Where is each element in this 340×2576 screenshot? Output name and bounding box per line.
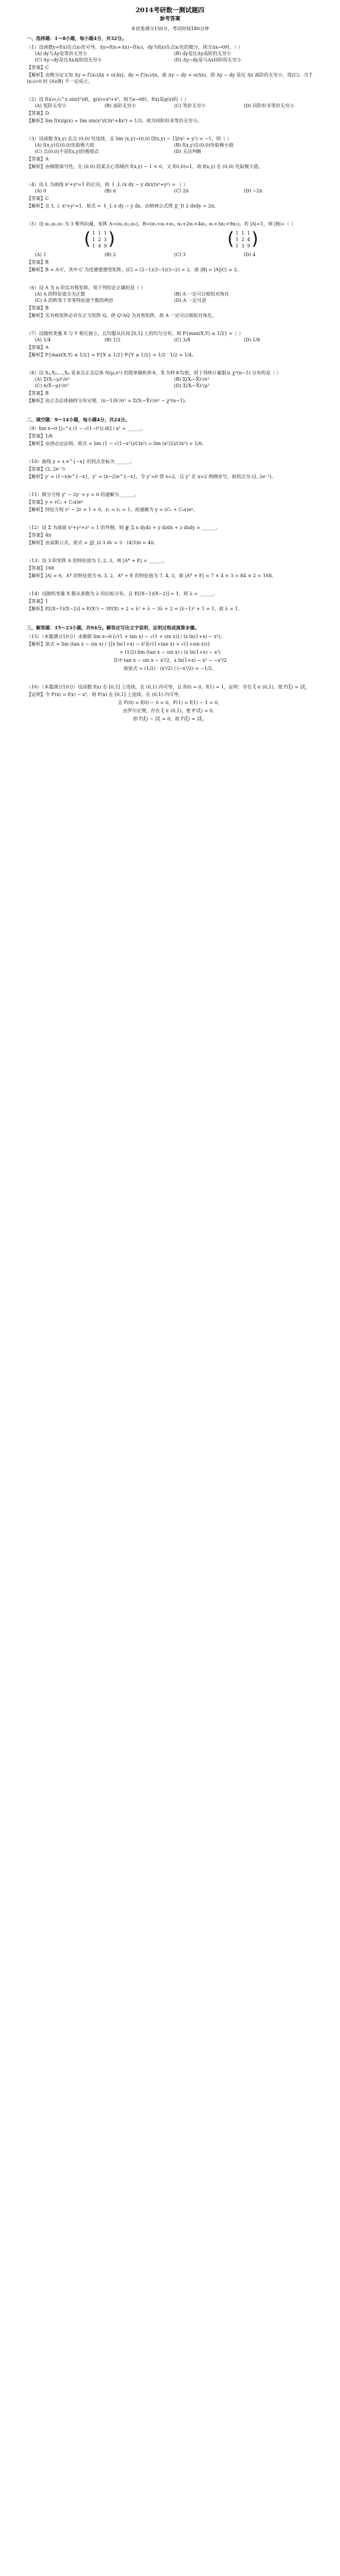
matrix-cell: 2 xyxy=(241,236,245,242)
option-b: (B) dy是比Δy高阶的无穷小 xyxy=(174,51,232,56)
question-6-options xyxy=(27,291,313,304)
question-8-options xyxy=(27,376,313,389)
question-8-answer: 【答案】B xyxy=(27,391,49,396)
question-3-answer: 【答案】A xyxy=(27,156,49,162)
section-choice-title: 一、选择题：1～8小题，每小题4分，共32分。 xyxy=(27,35,126,41)
question-14-answer: 【答案】1 xyxy=(27,599,49,604)
question-7-analysis: 【解析】P{max(X,Y) ≤ 1/2} = P{X ≤ 1/2}·P{Y ≤ 1/2} = 1/2 · 1/2 = 1/4。 xyxy=(27,352,197,358)
question-7-answer: 【答案】A xyxy=(27,345,49,350)
matrix-cell: 3 xyxy=(103,236,107,242)
question-9-answer: 【答案】1/6 xyxy=(27,433,53,439)
matrix-b xyxy=(225,229,258,249)
question-11 xyxy=(27,491,313,513)
question-13-analysis: 【解析】|A| = 6，A* 的特征值为 6, 3, 2，A* + E 的特征值为 7, 4, 3，故 |A* + E| = 7 × 4 × 3 = 84 × 2 = 168。 xyxy=(27,573,277,578)
matrix-b-cells xyxy=(234,230,252,249)
question-16-step: 且 F(0) = f(0) − 0 = 0，F(1) = f(1) − 1 = 0， xyxy=(118,700,222,705)
option-d: (D) A 一定可逆 xyxy=(174,298,207,303)
question-5 xyxy=(27,221,313,273)
question-3-options xyxy=(27,142,313,155)
matrix-cell: 1 xyxy=(103,230,107,236)
matrix-cell: 2 xyxy=(97,236,102,242)
question-16-step: 由罗尔定理，存在 ξ ∈ (0,1)，使 F′(ξ) = 0， xyxy=(122,708,218,713)
option-b: (B) f(x,y)在(0,0)处取极小值 xyxy=(174,143,234,148)
option-d: (D) 同阶但非等价无穷小 xyxy=(244,103,295,108)
question-12-stem: （12）设 Σ 为球面 x²+y²+z² = 1 的外侧，则 ∯_Σ x dydz + y dzdx + z dxdy = ______。 xyxy=(27,525,220,530)
question-1-options xyxy=(27,50,313,63)
matrix-cell: 4 xyxy=(247,236,251,242)
option-d: (D) 无法判断 xyxy=(174,149,202,154)
option-c: (C) 3 xyxy=(174,252,186,257)
option-b: (B) π xyxy=(104,188,116,194)
option-d: (D) Δy−dy是与Δx同阶的无穷小 xyxy=(174,57,242,63)
question-11-analysis: 【解析】特征方程 r² − 2r + 1 = 0，r₁ = r₂ = 1，故通解为 y = (C₁ + C₂x)eˣ。 xyxy=(27,507,198,512)
question-4-options xyxy=(27,188,313,194)
section-fill-title: 二、填空题：9～14小题，每小题4分，共24分。 xyxy=(27,417,130,422)
question-12-analysis: 【解析】由高斯公式，原式 = ∭_Ω 3 dv = 3 · (4/3)π = 4π。 xyxy=(27,540,158,545)
matrix-cell: 1 xyxy=(235,230,239,236)
option-a: (A) 1 xyxy=(35,252,46,257)
question-15-step: 故原式 = (1/2) · (x³/2) / (−x³/2) = −1/2。 xyxy=(124,666,216,671)
question-2-stem: （2）设 f(x)=∫₀^x sin(t²)dt，g(x)=x³+x⁴，则当x→0时，f(x)是g(x)的（ ） xyxy=(27,97,189,102)
question-5-options xyxy=(27,252,313,258)
question-10 xyxy=(27,458,313,480)
question-8 xyxy=(27,370,313,404)
question-14-stem: （14）设随机变量 X 服从参数为 λ 的泊松分布，且 E[(X−1)(X−2)] = 1，则 λ = ______。 xyxy=(27,591,218,596)
question-9 xyxy=(27,425,313,447)
question-9-analysis: 【解析】由洛必达法则，原式 = lim (1 − √(1−x²))/(3x²) = lim (x²/2)/(3x²) = 1/6。 xyxy=(27,441,207,446)
question-9-stem: （9）lim x→0 [∫₀^x (1 − √(1−t²)) dt] / x³ = ______。 xyxy=(27,426,146,431)
question-12 xyxy=(27,524,313,546)
question-10-analysis: 【解析】y′ = (1−x)e^{−x}，y″ = (x−2)e^{−x}，令 y″=0 得 x=2，且 y″ 在 x=2 两侧异号，故拐点为 (2, 2e⁻²)。 xyxy=(27,474,276,479)
matrix-cell: 1 xyxy=(92,236,96,242)
question-5-analysis: 【解析】B = A·C，其中 C 为范德蒙德型矩阵，|C| = (2−1)(3−1)(3−2) = 2，故 |B| = |A||C| = 2。 xyxy=(27,267,242,272)
option-c: (C) 2π xyxy=(174,188,189,194)
option-d: (D) −2π xyxy=(244,188,263,194)
question-7-options xyxy=(27,337,313,343)
left-bracket: ( xyxy=(227,229,234,249)
matrix-cell: 3 xyxy=(241,243,245,249)
question-3 xyxy=(27,136,313,170)
question-7 xyxy=(27,330,313,358)
matrix-cell: 9 xyxy=(247,243,251,249)
question-2-analysis: 【解析】lim f(x)/g(x) = lim sin(x²)/(3x²+4x³) = 1/3，故为同阶但非等价无穷小。 xyxy=(27,118,202,123)
option-b: (B) A 一定可以相似对角化 xyxy=(174,292,229,297)
option-b: (B) 2 xyxy=(104,252,116,257)
question-6 xyxy=(27,285,313,319)
question-2 xyxy=(27,96,313,124)
question-4 xyxy=(27,181,313,209)
option-c: (C) 3/4 xyxy=(174,337,190,343)
matrix-a xyxy=(82,229,115,249)
question-16-analysis: 【证明】令 F(x) = f(x) − x²，则 F(x) 在 [0,1] 上连续，在 (0,1) 内可导， xyxy=(27,692,183,697)
question-14 xyxy=(27,591,313,612)
question-8-stem: （8）设 X₁,X₂,…,Xₙ 是来自正态总体 N(μ,σ²) 的简单随机样本，X̄ 为样本均值，则下列统计量服从 χ²(n−1) 分布的是（ ） xyxy=(27,370,281,376)
matrix-cell: 4 xyxy=(97,243,102,249)
option-c: (C) n(X̄−μ)²/σ² xyxy=(35,383,69,388)
matrix-cell: 1 xyxy=(235,236,239,242)
option-a: (A) f(x,y)在(0,0)处取极大值 xyxy=(35,143,95,148)
option-d: (D) Σ(Xᵢ−X̄)²/μ² xyxy=(174,383,210,388)
question-11-stem: （11）微分方程 y″ − 2y′ + y = 0 的通解为 ______。 xyxy=(27,492,139,497)
question-5-answer: 【答案】B xyxy=(27,260,49,265)
option-a: (A) 0 xyxy=(35,188,46,194)
question-13 xyxy=(27,558,313,579)
question-13-stem: （13）设 3 阶矩阵 A 的特征值为 1, 2, 3，则 |A* + E| = ______。 xyxy=(27,558,168,563)
question-10-stem: （10）曲线 y = x e^{−x} 的拐点坐标为 ______。 xyxy=(27,459,135,464)
question-3-stem: （3）设函数 f(x,y) 在点 (0,0) 处连续，且 lim (x,y)→(0,0) [f(x,y) − 1]/(x² + y²) = −1，则（ ） xyxy=(27,136,232,141)
question-1-analysis: 【解析】由微分定义知 Δy = f′(x₀)Δx + o(Δx)，dy = f′(x₀)Δx，故 Δy − dy = o(Δx)，即 Δy − dy 是比 Δx 高阶的无穷小，选(C)。当 f′(x₀)=0 时 (A)(B) 不一定成立。 xyxy=(27,72,313,84)
document-subtitle: 参考答案 xyxy=(159,16,180,22)
option-c: (C) A 的秩等于非零特征值个数的两倍 xyxy=(35,298,114,303)
option-a: (A) 1/4 xyxy=(35,337,51,343)
option-c: (C) 点(0,0)不是f(x,y)的极值点 xyxy=(35,149,99,154)
question-15-step: 其中 tan x − sin x ~ x³/2，x ln(1+x) − x² ~ −x³/2 xyxy=(113,658,227,663)
matrix-cell: 1 xyxy=(92,243,96,249)
option-d: (D) 1/8 xyxy=(244,337,261,343)
question-15-stem: （15）（本题满分10分）求极限 lim x→0 [√(1 + tan x) − √(1 + sin x)] / (x ln(1+x) − x²)。 xyxy=(27,634,225,639)
option-d: (D) 4 xyxy=(244,252,256,257)
option-b: (B) 1/2 xyxy=(104,337,121,343)
option-a: (A) A 的特征值全为正数 xyxy=(35,292,85,297)
question-4-answer: 【答案】C xyxy=(27,196,49,201)
left-bracket: ( xyxy=(84,229,91,249)
document-title: 2014考研数一测试题四 xyxy=(135,6,205,14)
section-solve-title: 三、解答题：15～23小题，共94分。解答应写出文字说明、证明过程或演算步骤。 xyxy=(27,625,200,631)
question-13-answer: 【答案】168 xyxy=(27,566,55,571)
question-15-step: = (1/2) lim (tan x − sin x) / (x ln(1+x) − x²) xyxy=(119,650,221,655)
question-16-step: 即 f′(ξ) − 2ξ = 0，故 f′(ξ) = 2ξ。 xyxy=(133,716,207,722)
option-c: (C) 等价无穷小 xyxy=(174,103,206,108)
question-6-analysis: 【解析】实对称矩阵必存在正交矩阵 Q，使 QᵀAQ 为对角矩阵，故 A 一定可以相似对角化。 xyxy=(27,313,217,318)
right-bracket: ) xyxy=(108,229,115,249)
question-8-analysis: 【解析】由正态总体抽样分布定理，(n−1)S²/σ² = Σ(Xᵢ−X̄)²/σ² ~ χ²(n−1)。 xyxy=(27,398,190,403)
matrix-cell: 1 xyxy=(92,230,96,236)
question-6-stem: （6）设 A 为 n 阶实对称矩阵，则下列结论正确的是（ ） xyxy=(27,285,146,290)
question-2-options xyxy=(27,103,313,109)
question-10-answer: 【答案】(2, 2e⁻²) xyxy=(27,467,65,472)
matrix-cell: 1 xyxy=(97,230,102,236)
question-1-stem: （1）设函数y=f(x)在点x₀处可导，Δy=f(x₀+Δx)−f(x₀)，dy为f(x)在点x₀处的微分，则当Δx→0时，（ ） xyxy=(27,45,243,50)
question-1 xyxy=(27,44,313,85)
question-1-answer: 【答案】C xyxy=(27,65,49,70)
question-14-analysis: 【解析】E[(X−1)(X−2)] = E(X²) − 3E(X) + 2 = λ² + λ − 3λ + 2 = (λ−1)² + 1 = 1，故 λ = 1。 xyxy=(27,606,243,611)
matrix-cell: 1 xyxy=(235,243,239,249)
question-16-stem: （16）（本题满分10分）设函数 f(x) 在 [0,1] 上连续，在 (0,1) 内可导，且 f(0) = 0，f(1) = 1，证明：存在 ξ ∈ (0,1)，使 f′(ξ) = 2ξ。 xyxy=(27,684,310,690)
option-a: (A) 低阶无穷小 xyxy=(35,103,67,108)
matrix-cell: 9 xyxy=(103,243,107,249)
question-12-answer: 【答案】4π xyxy=(27,533,52,538)
question-15-analysis: 【解析】原式 = lim (tan x − sin x) / {[x ln(1+x) − x²](√(1+tan x) + √(1+sin x))} xyxy=(27,642,211,647)
question-4-analysis: 【解析】在 L 上 x²+y²=1，原式 = ∮_L x dy − y dx，由格林公式得 ∬_D 2 dxdy = 2π。 xyxy=(27,203,219,209)
question-5-stem: （5）设 α₁,α₂,α₃ 为 3 维列向量，矩阵 A=(α₁,α₂,α₃)，B=(α₁+α₂+α₃, α₁+2α₂+4α₃, α₁+3α₂+9α₃)，若 |A|=1，则 |B|=（ ） xyxy=(27,221,296,227)
question-7-stem: （7）设随机变量 X 与 Y 相互独立，且均服从区间 [0,1] 上的均匀分布，则 P{max(X,Y) ≤ 1/2} =（ ） xyxy=(27,331,244,336)
question-3-analysis: 【解析】由极限保号性，在 (0,0) 的某去心邻域内 f(x,y) − 1 < 0，又 f(0,0)=1，故 f(x,y) 在 (0,0) 处取极大值。 xyxy=(27,164,263,169)
option-a: (A) Σ(Xᵢ−μ)²/σ² xyxy=(35,377,70,382)
question-4-stem: （4）设 L 为曲线 x²+y²=1 的正向，则 ∮_L (x dy − y dx)/(x²+y²) = （ ） xyxy=(27,182,188,187)
matrix-cell: 1 xyxy=(241,230,245,236)
option-b: (B) 高阶无穷小 xyxy=(104,103,136,108)
matrix-cell: 1 xyxy=(247,230,251,236)
option-b: (B) Σ(Xᵢ−X̄)²/σ² xyxy=(174,377,209,382)
question-6-answer: 【答案】B xyxy=(27,305,49,311)
question-11-answer: 【答案】y = (C₁ + C₂x)eˣ xyxy=(27,500,84,505)
question-15 xyxy=(27,633,313,672)
option-c: (C) Δy−dy是比Δx高阶的无穷小 xyxy=(35,57,102,63)
score-note: 本试卷满分150分，考试时间180分钟 xyxy=(131,26,209,31)
matrix-a-cells xyxy=(91,230,108,249)
question-16 xyxy=(27,684,313,722)
question-2-answer: 【答案】D xyxy=(27,111,49,116)
question-5-matrices xyxy=(27,229,313,249)
right-bracket: ) xyxy=(251,229,259,249)
option-a: (A) dy与Δy是等价无穷小 xyxy=(35,51,88,56)
